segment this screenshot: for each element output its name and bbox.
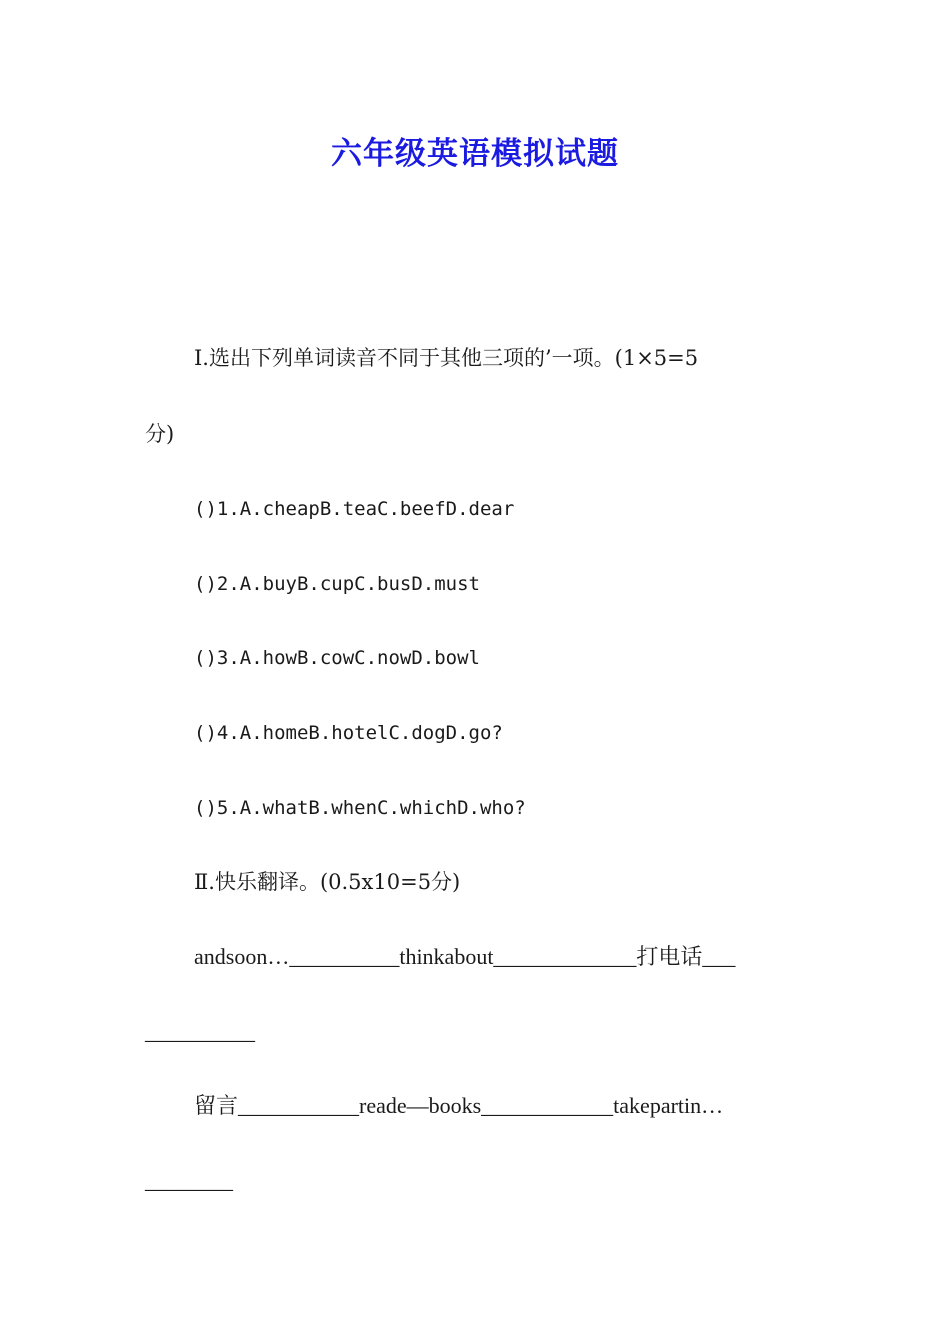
question-1: ()1.A.cheapB.teaC.beefD.dear: [194, 498, 515, 520]
section-1-heading: Ⅰ.选出下列单词读音不同于其他三项的’一项。(1×5=5: [194, 346, 699, 370]
question-3: ()3.A.howB.cowC.nowD.bowl: [194, 647, 480, 669]
question-5: ()5.A.whatB.whenC.whichD.who?: [194, 797, 526, 819]
translation-row-2-continued: ________: [145, 1168, 233, 1193]
page-title: 六年级英语模拟试题: [331, 136, 619, 172]
translation-row-2: 留言___________reade—books____________takepartin…: [194, 1093, 724, 1118]
translation-row-1: andsoon…__________thinkabout_____________打电话___: [194, 944, 736, 969]
translation-row-1-continued: __________: [145, 1019, 255, 1044]
section-2-heading: Ⅱ.快乐翻译。(0.5x10=5分): [194, 870, 461, 894]
section-1-heading-continued: 分): [145, 422, 175, 446]
question-2: ()2.A.buyB.cupC.busD.must: [194, 573, 480, 595]
question-4: ()4.A.homeB.hotelC.dogD.go?: [194, 722, 503, 744]
